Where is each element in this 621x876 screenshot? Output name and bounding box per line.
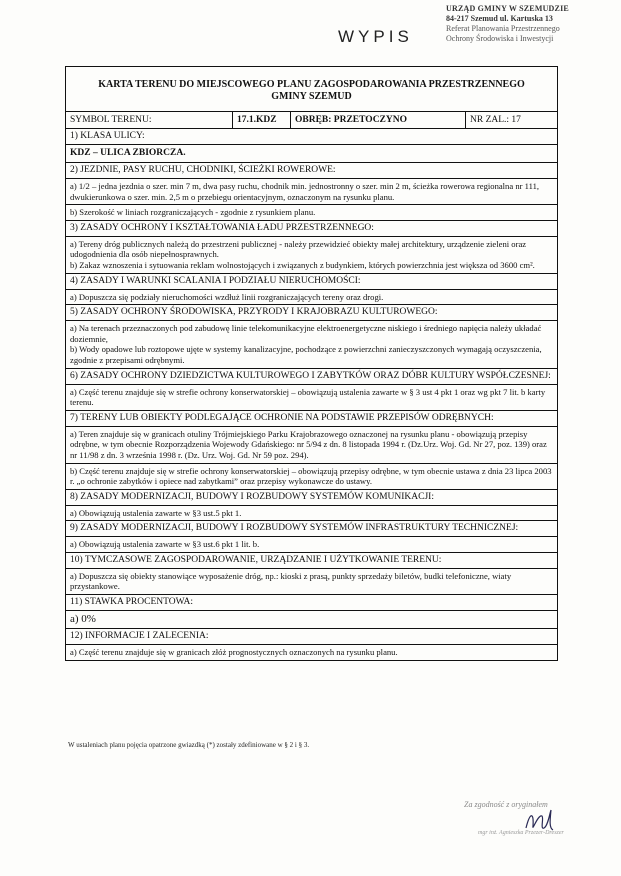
section-body-4a: a) Dopuszcza się podziały nieruchomości wzdłuż linii rozgraniczających tereny oraz drogi. <box>66 290 557 306</box>
section-heading-2: 2) JEZDNIE, PASY RUCHU, CHODNIKI, ŚCIEŻKI ROWEROWE: <box>66 163 557 179</box>
stamp-line-2: 84-217 Szemud ul. Kartuska 13 <box>446 14 553 23</box>
section-body-5 <box>66 321 557 368</box>
section-heading-10: 10) TYMCZASOWE ZAGOSPODAROWANIE, URZĄDZANIE I UŻYTKOWANIE TERENU: <box>66 553 557 569</box>
section-body-5a: a) Na terenach przeznaczonych pod zabudowę linie telekomunikacyjne elektroenergetyczne niskiego i średniego napięcia należy układać doziemnie, <box>70 323 542 344</box>
stamp-line-4: Ochrony Środowiska i Inwestycji <box>446 34 554 43</box>
section-heading-8: 8) ZASADY MODERNIZACJI, BUDOWY I ROZBUDOWY SYSTEMÓW KOMUNIKACJI: <box>66 490 557 506</box>
section-body-3b: b) Zakaz wznoszenia i sytuowania reklam wolnostojących i związanych z budynkiem, których powierzchnia jest większa od 3600 cm². <box>70 259 535 270</box>
section-body-3a: a) Tereny dróg publicznych należą do przestrzeni publicznej - należy przewidzieć obiekty małej architektury, urządzenie zieleni oraz udogodnienia dla osób niepełnosprawnych. <box>70 238 527 260</box>
section-body-3 <box>66 237 557 274</box>
section-body-12a: a) Część terenu znajduje się w granicach złóż prognostycznych oznaczonych na rysunku planu. <box>70 647 398 658</box>
zoning-card <box>65 66 558 661</box>
section-body-11a: a) 0% <box>66 611 557 629</box>
obreb-field: OBRĘB: PRZETOCZYNO <box>291 112 466 128</box>
section-heading-4: 4) ZASADY I WARUNKI SCALANIA I PODZIAŁU NIERUCHOMOŚCI: <box>66 274 557 290</box>
section-heading-7: 7) TERENY LUB OBIEKTY PODLEGAJĄCE OCHRONIE NA PODSTAWIE PRZEPISÓW ODRĘBNYCH: <box>66 411 557 427</box>
document-type-label: WYPIS <box>338 27 413 46</box>
office-stamp <box>446 4 621 44</box>
attachment-number: NR ZAL.: 17 <box>470 115 521 125</box>
section-body-5b: b) Wody opadowe lub roztopowe ujęte w systemy kanalizacyjne, pochodzące z powierzchni zanieczyszczonych wymagają oczyszczenia, zgodnie z przepisami odrębnymi. <box>70 344 542 365</box>
definitions-footnote: W ustaleniach planu pojęcia opatrzone gwiazdką (*) zostały zdefiniowane w § 2 i § 3. <box>68 741 310 749</box>
section-body-10a: a) Dopuszcza się obiekty stanowiące wyposażenie dróg, np.: kioski z prasą, punkty sprzedaży biletów, budki telefoniczne, wiaty przystankowe. <box>66 569 557 595</box>
section-heading-1: 1) KLASA ULICY: <box>66 129 557 145</box>
stamp-line-3: Referat Planowania Przestrzennego <box>446 24 560 33</box>
section-body-6a: a) Część terenu znajduje się w strefie ochrony konserwatorskiej – obowiązują ustalenia zawarte w § 3 ust 4 pkt 1 oraz wg pkt 7 lit. b karty terenu. <box>66 385 557 411</box>
section-heading-9: 9) ZASADY MODERNIZACJI, BUDOWY I ROZBUDOWY SYSTEMÓW INFRASTRUKTURY TECHNICZNEJ: <box>66 521 557 537</box>
symbol-label: SYMBOL TERENU: <box>66 112 233 128</box>
symbol-value: 17.1.KDZ <box>233 112 291 128</box>
section-body-2b: b) Szerokość w liniach rozgraniczających - zgodnie z rysunkiem planu. <box>66 205 557 221</box>
section-body-7b: b) Część terenu znajduje się w strefie ochrony konserwatorskiej – obowiązują przepisy odrębne, w tym obecnie ustawa z dnia 23 lipca 2003 r. „o ochronie zabytków i opiece nad zabytkami” oraz przepisy wykonawcze do ustawy. <box>66 464 557 490</box>
section-body-1a: KDZ – ULICA ZBIORCZA. <box>66 145 557 163</box>
section-heading-6: 6) ZASADY OCHRONY DZIEDZICTWA KULTUROWEGO I ZABYTKÓW ORAZ DÓBR KULTURY WSPÓŁCZESNEJ: <box>66 369 557 385</box>
section-body-7a: a) Teren znajduje się w granicach otuliny Trójmiejskiego Parku Krajobrazowego oznaczonej na rysunku planu - obowiązują przepisy odrębne, w tym obecnie Rozporządzenia Wojewody Gdańskiego: nr 5/94 z dn. 8 listopada 1994 r. (Dz.Urz. Woj. Gd. Nr 27, poz. 139) oraz nr 11/98 z dn. 3 września 1998 r. (Dz. Urz. Woj. Gd. Nr 59 poz. 294). <box>66 427 557 464</box>
stamp-line-1: URZĄD GMINY W SZEMUDZIE <box>446 4 569 13</box>
certification-stamp: Za zgodność z oryginałem <box>464 800 548 809</box>
signer-name: mgr inż. Agnieszka Przezer-Dreszer <box>478 830 564 836</box>
section-body-9a: a) Obowiązują ustalenia zawarte w §3 ust.6 pkt 1 lit. b. <box>66 537 557 553</box>
section-body-8a: a) Obowiązują ustalenia zawarte w §3 ust.5 pkt 1. <box>66 506 557 522</box>
section-heading-3: 3) ZASADY OCHRONY I KSZTAŁTOWANIA ŁADU PRZESTRZENNEGO: <box>66 221 557 237</box>
section-heading-12: 12) INFORMACJE I ZALECENIA: <box>66 629 557 645</box>
card-title: KARTA TERENU DO MIEJSCOWEGO PLANU ZAGOSPODAROWANIA PRZESTRZENNEGO GMINY SZEMUD <box>66 67 557 112</box>
section-body-2a: a) 1/2 – jedna jezdnia o szer. min 7 m, dwa pasy ruchu, chodnik min. jednostronny o szer. min 2 m, ścieżka rowerowa regionalna nr 111, dwukierunkowa o szer. min. 2,5 m o przebiegu orientacyjnym, oznaczonym na rysunku planu. <box>66 179 557 205</box>
card-meta-row <box>66 112 557 129</box>
section-heading-5: 5) ZASADY OCHRONY ŚRODOWISKA, PRZYRODY I KRAJOBRAZU KULTUROWEGO: <box>66 305 557 321</box>
section-heading-11: 11) STAWKA PROCENTOWA: <box>66 595 557 611</box>
